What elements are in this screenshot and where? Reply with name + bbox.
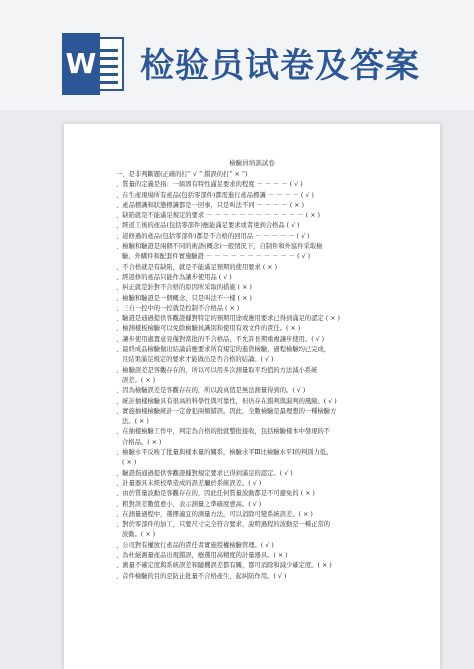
doc-line-mark (100, 73, 118, 76)
document-line: 波動。( × ) (122, 531, 156, 539)
document-line: 、公司對有權放行產品的責任者實施授權檢驗管理。( √ ) (116, 541, 274, 549)
document-line: 、檢驗誤差是客觀存在的，所以可以用多次測量取平均值的方法減小系統 (116, 366, 318, 374)
document-line: 、返修過的產品(包括零部件)都是不合格的回用品 － － － － － ( √ ) (116, 232, 310, 240)
document-line: 且結果滿足規定的要求才能做出是否合格的結論。( √ ) (122, 356, 274, 364)
document-line: 、質量的定義是指：一組固有特性滿足要求的程度 － － － － ( √ ) (116, 181, 303, 189)
document-line: 、由於質量波動是客觀存在的，因此任何質量波動都是不可避免的 ( × ) (116, 490, 315, 498)
doc-line-mark (100, 57, 118, 60)
document-line: 一、是非判斷題(正確的打“ √ ” 錯誤的打“ × ”) (116, 171, 248, 178)
word-letter-tile: W (62, 33, 100, 95)
document-line: 、驗證指通過提供客觀證據對規定要求已得到滿足的認定。( √ ) (116, 469, 293, 477)
document-line: 、統計抽樣檢驗具有很高的科學性與可靠性，但仍存在錯判與漏判的風險。( √ ) (116, 397, 337, 405)
document-line: 驗，外購件和配套件實施驗證 － － － － － － － － － － － ( √ ) (122, 253, 311, 261)
document-line: 、計量器具未經校準造成的誤差屬於系統誤差。( √ ) (116, 479, 262, 487)
document-line: 、缺陷就是不能滿足規定的要求 － － － － － － － － － － － － ( × ) (116, 212, 320, 220)
document-line: 、不合格就是有缺陷，就是不能滿足預期的使用要求 ( × ) (116, 263, 278, 271)
document-line: 、對於零部件的加工，只要尺寸完全符合要求，說明過程的波動是一種正常的 (116, 521, 331, 529)
document-line: 、因為檢驗誤差是客觀存在的，所以說真值是無法測量得到的。( √ ) (116, 387, 306, 395)
document-line: 、在測量過程中，選擇適宜的測量方法，可以消除可變系統誤差。( × ) (116, 510, 313, 518)
document-page (64, 124, 440, 669)
document-line: 、為杜絕測量產品出現錯誤，應選用高精度的計量器具。( × ) (116, 551, 288, 559)
document-line: 、驗證是通過提供客觀證據對特定的預期用途或應用要求已得到滿足的認定 ( × ) (116, 315, 340, 323)
page-title: 检验员试卷及答案 (140, 46, 420, 86)
document-line: 、三自一控中的一控就是控制不合格品 ( × ) (116, 304, 240, 312)
document-line: 、檢測樣板檢驗可以免除檢驗員識別和使用有效文件的責任。( × ) (116, 325, 301, 333)
document-line: 法。( × ) (122, 418, 149, 426)
document-line: 、實施抽樣檢驗統計一定會犯兩類錯誤。因此，全數檢驗是最理想的一種檢驗方 (116, 407, 337, 415)
document-line: ( × ) (122, 459, 137, 467)
document-line: 合格品。( × ) (122, 438, 162, 446)
document-line: 、經返工後的產品(包括零部件)應能滿足要求或者達到合格品 ( √ ) (116, 222, 300, 230)
document-line: 、檢驗和驗證是一個概念，只是叫法不一樣 ( × ) (116, 294, 252, 302)
document-line: 、最終成品檢驗做出結論前應要求所有規定的進貨檢驗，過程檢驗均已完成， (116, 346, 331, 354)
doc-line-mark (100, 49, 118, 52)
document-line: 、檢驗水平反映了批量與樣本量的關系，檢驗水平Ⅲ比檢驗水平Ⅰ的判別力低。 (116, 449, 333, 457)
document-line: 、首件檢驗的目的是防止批量不合格產生，起糾防作用。( √ ) (116, 572, 287, 580)
doc-line-mark (100, 81, 118, 84)
banner (0, 0, 474, 110)
document-line: 、測量不確定度與系統誤差和隨機誤差都有關，都可消除和減少確定度。( × ) (116, 562, 332, 570)
document-line: 、在抽樣檢驗工作中，判定為合格的批就整批接收，包括檢驗樣本中發現的不 (116, 428, 331, 436)
document-line: 、經返修的產品只能作為讓步使用品 ( √ ) (116, 273, 232, 281)
document-title: 檢驗員培訓試卷 (229, 159, 275, 167)
document-line: 誤差。( × ) (122, 376, 156, 384)
document-line: 、在生產現場所有產品(包括零部件)都需進行產品標識 － － － － ( √ ) (116, 191, 314, 199)
document-body (116, 170, 424, 582)
doc-line-mark (100, 65, 118, 68)
word-document-icon (62, 33, 124, 95)
document-line: 、粗對誤差數值愈小，表示測量之準確度愈高。( √ ) (116, 500, 262, 508)
document-line: 、產品標識和狀態標識都是一回事，只是叫法不同 － － － － ( × ) (116, 201, 304, 209)
document-line: 、讓步使用處置意見僅對當批的不合格品，不允許長期重複讓步使用。( √ ) (116, 335, 325, 343)
document-line: 、糾正就是針對不合格的原因所采取的措施 ( × ) (116, 284, 252, 292)
document-line: 、檢驗和驗證是兩個不同的術語(概念)一般情況下，自制件和外協件采取檢 (116, 243, 323, 251)
